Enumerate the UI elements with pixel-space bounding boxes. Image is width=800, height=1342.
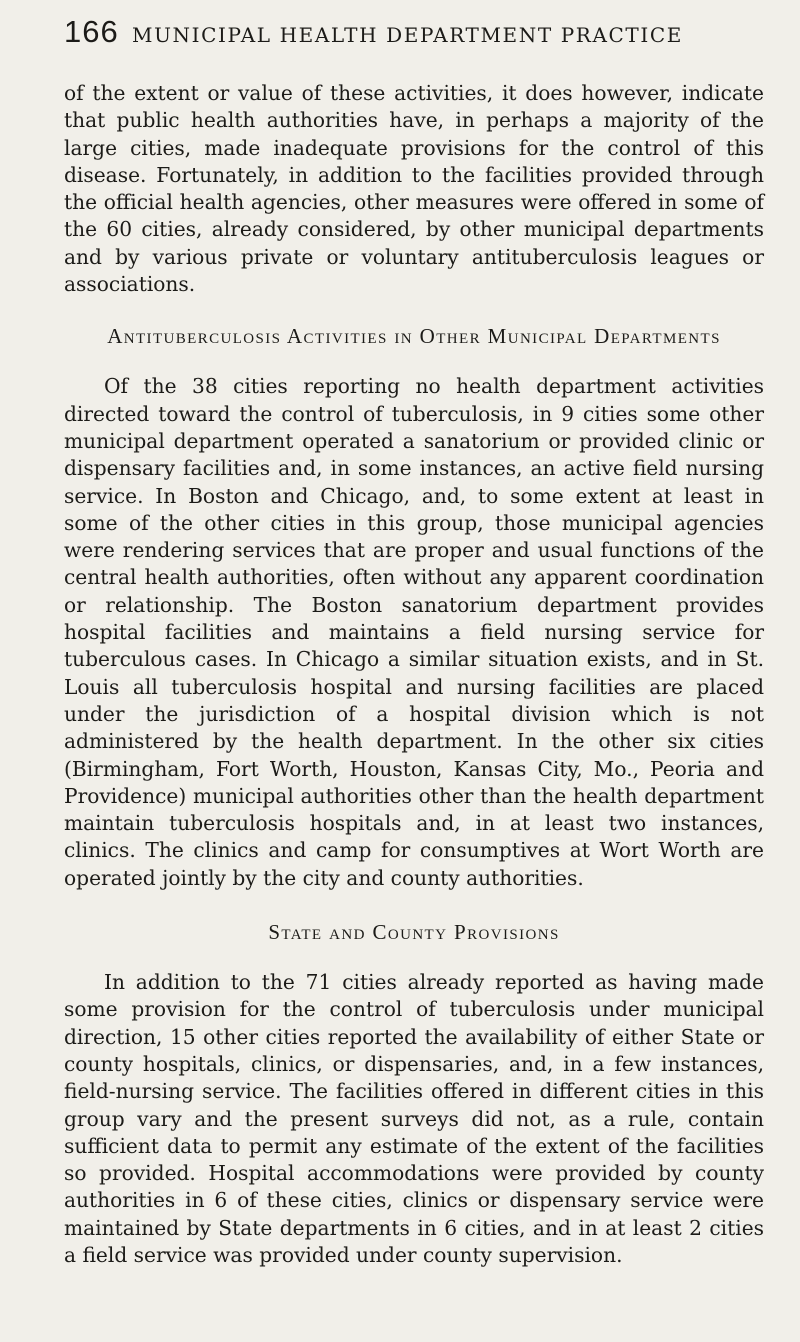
paragraph-continuation: of the extent or value of these activities, it does however, indicate that public health authorities have, in perhaps a majority of the large cities, made inadequate provisions for the control of this disease. Fortunately, in addition to the facilities provided through the official health agencies, other measures were offered in some of the 60 cities, already considered, by other municipal departments and by various private or voluntary antituberculosis leagues or associations. [64, 81, 764, 297]
paragraph-state-county: In addition to the 71 cities already reported as having made some provision for the control of tuberculosis under municipal direction, 15 other cities reported the availability of either State or county hospitals, clinics, or dispensaries, and, in a few instances, field-nursing service. The facilities offered in different cities in this group vary and the present surveys did not, as a rule, contain sufficient data to permit any estimate of the extent of the facilities so provided. Hospital accommodations were provided by county authorities in 6 of these cities, clinics or dispensary service were maintained by State departments in 6 cities, and in at least 2 cities a field service was provided under county supervision. [64, 970, 764, 1267]
running-title: MUNICIPAL HEALTH DEPARTMENT PRACTICE [132, 23, 683, 47]
paragraph-other-departments: Of the 38 cities reporting no health department activities directed toward the control of tuberculosis, in 9 cities some other municipal department operated a sanatorium or provided clinic or dispensary facilities and, in some instances, an active field nursing service. In Boston and Chicago, and, to some extent at least in some of the other cities in this group, those municipal agencies were rendering services that are proper and usual functions of the central health authorities, often without any apparent coordination or relationship. The Boston sanatorium department provides hospital facilities and maintains a field nursing service for tuberculous cases. In Chicago a similar situation exists, and in St. Louis all tuberculosis hospital and nursing facilities are placed under the jurisdiction of a hospital division which is not administered by the health department. In the other six cities (Birmingham, Fort Worth, Houston, Kansas City, Mo., Peoria and Providence) municipal authorities other than the health department maintain tuberculosis hospitals and, in at least two instances, clinics. The clinics and camp for consumptives at Wort Worth are operated jointly by the city and county authorities. [64, 374, 764, 890]
book-page [64, 14, 764, 1269]
page-number: 166 [64, 14, 119, 49]
section-heading-state-county: State and County Provisions [268, 920, 560, 945]
section-heading-other-departments: Antituberculosis Activities in Other Municipal Departments [107, 324, 721, 349]
running-head [64, 14, 764, 60]
